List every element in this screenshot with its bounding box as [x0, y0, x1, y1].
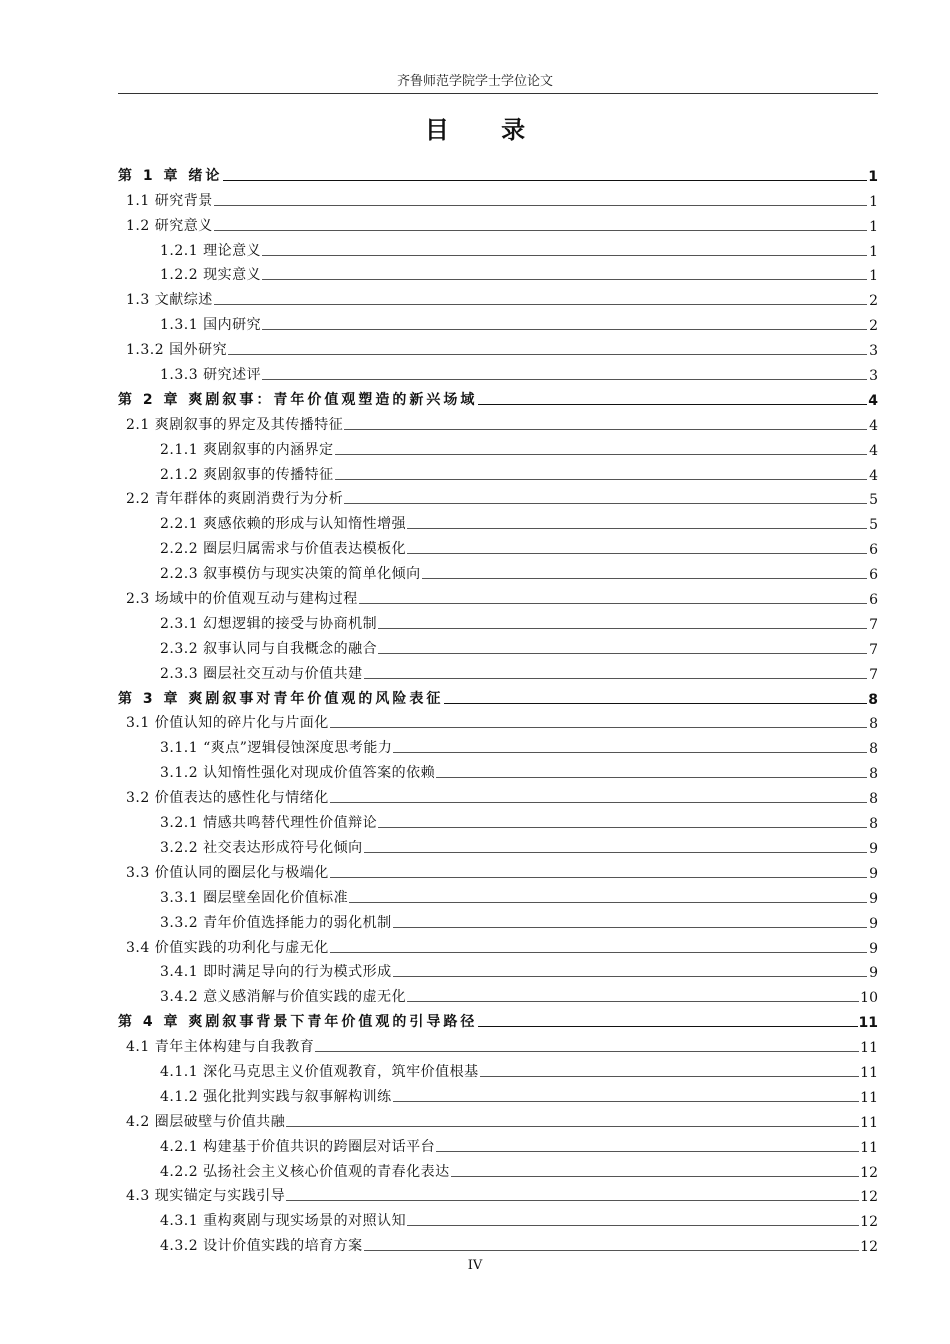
toc-entry-label: 2.2.1 爽感依赖的形成与认知惰性增强	[160, 516, 407, 533]
toc-entry[interactable]	[118, 1006, 878, 1031]
toc-entry-page: 8	[869, 741, 878, 758]
toc-leader-line	[344, 503, 867, 504]
toc-entry-page: 9	[869, 940, 878, 957]
toc-entry-label: 1.3.2 国外研究	[126, 342, 228, 359]
toc-entry[interactable]	[118, 782, 878, 807]
toc-entry-page: 8	[869, 766, 878, 783]
toc-entry-label: 第 3 章 爽剧叙事对青年价值观的风险表征	[118, 690, 444, 707]
toc-entry[interactable]	[118, 683, 878, 708]
toc-leader-line	[393, 1101, 860, 1102]
toc-entry-label: 4.1 青年主体构建与自我教育	[126, 1039, 315, 1056]
toc-entry-label: 3.3 价值认同的圈层化与极端化	[126, 864, 329, 881]
toc-entry-label: 2.3.1 幻想逻辑的接受与协商机制	[160, 615, 378, 632]
toc-leader-line	[407, 528, 867, 529]
toc-entry-label: 1.3.1 国内研究	[160, 317, 262, 334]
toc-entry-page: 5	[869, 517, 878, 534]
toc-entry[interactable]	[118, 185, 878, 210]
toc-entry[interactable]	[118, 459, 878, 484]
toc-entry-page: 2	[869, 293, 878, 310]
toc-entry[interactable]	[118, 608, 878, 633]
toc-leader-line	[335, 479, 867, 480]
toc-entry[interactable]	[118, 210, 878, 235]
toc-entry[interactable]	[118, 1230, 878, 1255]
toc-entry-label: 4.3.1 重构爽剧与现实场景的对照认知	[160, 1213, 407, 1230]
header-rule	[118, 93, 878, 94]
toc-leader-line	[214, 205, 867, 206]
toc-entry[interactable]	[118, 235, 878, 260]
toc-entry[interactable]	[118, 1106, 878, 1131]
toc-entry-page: 7	[869, 666, 878, 683]
toc-entry[interactable]	[118, 857, 878, 882]
toc-entry-page: 8	[869, 716, 878, 733]
toc-leader-line	[262, 379, 867, 380]
toc-entry-page: 11	[860, 1114, 878, 1131]
toc-entry[interactable]	[118, 633, 878, 658]
toc-leader-line	[378, 628, 867, 629]
toc-entry[interactable]	[118, 434, 878, 459]
toc-title: 目 录	[424, 116, 548, 144]
toc-entry-label: 第 4 章 爽剧叙事背景下青年价值观的引导路径	[118, 1014, 478, 1031]
toc-entry-label: 3.1 价值认知的碎片化与片面化	[126, 715, 329, 732]
toc-leader-line	[364, 852, 867, 853]
toc-entry[interactable]	[118, 1081, 878, 1106]
toc-entry[interactable]	[118, 1156, 878, 1181]
toc-leader-line	[315, 1051, 859, 1052]
toc-leader-line	[444, 703, 867, 704]
toc-entry-label: 4.3.2 设计价值实践的培育方案	[160, 1238, 363, 1255]
toc-entry-page: 4	[868, 392, 878, 409]
toc-leader-line	[393, 976, 867, 977]
toc-entry[interactable]	[118, 533, 878, 558]
toc-entry[interactable]	[118, 658, 878, 683]
toc-entry-page: 2	[869, 318, 878, 335]
toc-entry-label: 3.2.2 社交表达形成符号化倾向	[160, 839, 363, 856]
toc-leader-line	[335, 454, 867, 455]
toc-entry[interactable]	[118, 807, 878, 832]
toc-leader-line	[378, 653, 867, 654]
toc-leader-line	[330, 877, 867, 878]
toc-entry-page: 10	[860, 990, 878, 1007]
toc-entry-label: 2.3 场域中的价值观互动与建构过程	[126, 591, 358, 608]
page-number: IV	[467, 1258, 483, 1273]
toc-entry[interactable]	[118, 309, 878, 334]
toc-leader-line	[436, 1151, 859, 1152]
toc-entry-label: 4.2 圈层破壁与价值共融	[126, 1113, 286, 1130]
toc-leader-line	[393, 927, 867, 928]
toc-entry[interactable]	[118, 260, 878, 285]
toc-entry-label: 3.1.1 “爽点”逻辑侵蚀深度思考能力	[160, 740, 393, 757]
toc-entry-label: 1.3.3 研究述评	[160, 367, 262, 384]
toc-entry-label: 4.3 现实锚定与实践引导	[126, 1188, 286, 1205]
toc-entry-page: 7	[869, 641, 878, 658]
toc-leader-line	[344, 429, 867, 430]
toc-entry[interactable]	[118, 882, 878, 907]
toc-entry-page: 11	[860, 1089, 878, 1106]
toc-leader-line	[223, 180, 867, 181]
toc-entry-label: 第 1 章 绪论	[118, 167, 223, 184]
toc-entry-page: 11	[858, 1015, 878, 1032]
toc-leader-line	[359, 603, 867, 604]
toc-entry[interactable]	[118, 1031, 878, 1056]
toc-entry[interactable]	[118, 932, 878, 957]
toc-entry-page: 12	[860, 1189, 878, 1206]
toc-entry-page: 1	[869, 218, 878, 235]
toc-leader-line	[407, 1225, 859, 1226]
toc-entry-label: 3.2.1 情感共鸣替代理性价值辩论	[160, 815, 378, 832]
toc-entry-label: 3.3.2 青年价值选择能力的弱化机制	[160, 914, 392, 931]
toc-leader-line	[262, 255, 867, 256]
toc-entry[interactable]	[118, 907, 878, 932]
toc-entry-page: 8	[869, 816, 878, 833]
toc-entry[interactable]	[118, 757, 878, 782]
toc-leader-line	[214, 230, 867, 231]
toc-entry-page: 1	[868, 168, 878, 185]
toc-entry-page: 1	[869, 268, 878, 285]
toc-entry-label: 2.1.2 爽剧叙事的传播特征	[160, 466, 334, 483]
toc-leader-line	[330, 727, 867, 728]
toc-entry-label: 2.2.3 叙事模仿与现实决策的简单化倾向	[160, 566, 421, 583]
toc-entry-label: 1.2.2 现实意义	[160, 267, 262, 284]
toc-entry-page: 9	[869, 840, 878, 857]
toc-entry-label: 1.3 文献综述	[126, 292, 213, 309]
toc-entry[interactable]	[118, 284, 878, 309]
toc-entry-label: 3.1.2 认知惰性强化对现成价值答案的依赖	[160, 765, 436, 782]
toc-leader-line	[422, 578, 867, 579]
toc-leader-line	[228, 354, 867, 355]
toc-entry[interactable]	[118, 359, 878, 384]
toc-entry-label: 3.4 价值实践的功利化与虚无化	[126, 939, 329, 956]
toc-entry-label: 2.1 爽剧叙事的界定及其传播特征	[126, 416, 344, 433]
toc-entry-label: 4.2.2 弘扬社会主义核心价值观的青春化表达	[160, 1163, 450, 1180]
toc-entry-label: 4.2.1 构建基于价值共识的跨圈层对话平台	[160, 1138, 436, 1155]
toc-entry-page: 8	[869, 791, 878, 808]
toc-entry-label: 2.2 青年群体的爽剧消费行为分析	[126, 491, 344, 508]
toc-leader-line	[330, 952, 867, 953]
toc-entry[interactable]	[118, 832, 878, 857]
table-of-contents	[118, 160, 878, 1255]
toc-entry-page: 6	[869, 542, 878, 559]
toc-entry-page: 9	[869, 865, 878, 882]
toc-entry-label: 1.2.1 理论意义	[160, 242, 262, 259]
toc-entry-label: 3.4.1 即时满足导向的行为模式形成	[160, 964, 392, 981]
toc-entry-page: 11	[860, 1064, 878, 1081]
toc-entry-page: 3	[869, 368, 878, 385]
toc-entry[interactable]	[118, 708, 878, 733]
running-header: 齐鲁师范学院学士学位论文	[396, 74, 553, 89]
toc-entry-label: 3.3.1 圈层壁垒固化价值标准	[160, 889, 349, 906]
toc-entry-page: 12	[860, 1164, 878, 1181]
toc-entry[interactable]	[118, 160, 878, 185]
toc-entry[interactable]	[118, 334, 878, 359]
toc-entry-page: 11	[860, 1040, 878, 1057]
toc-leader-line	[262, 329, 867, 330]
toc-leader-line	[364, 1250, 860, 1251]
toc-leader-line	[407, 1001, 859, 1002]
toc-leader-line	[349, 902, 867, 903]
toc-leader-line	[436, 777, 867, 778]
toc-entry[interactable]	[118, 981, 878, 1006]
toc-entry-page: 5	[869, 492, 878, 509]
toc-entry[interactable]	[118, 583, 878, 608]
toc-entry-page: 4	[869, 417, 878, 434]
toc-leader-line	[407, 553, 867, 554]
toc-entry-label: 2.3.3 圈层社交互动与价值共建	[160, 665, 363, 682]
toc-leader-line	[214, 304, 867, 305]
toc-entry[interactable]	[118, 558, 878, 583]
toc-leader-line	[262, 279, 867, 280]
toc-entry[interactable]	[118, 508, 878, 533]
toc-entry-page: 4	[869, 442, 878, 459]
toc-leader-line	[286, 1200, 859, 1201]
toc-leader-line	[478, 1026, 857, 1027]
toc-entry[interactable]	[118, 1181, 878, 1206]
toc-entry-page: 9	[869, 915, 878, 932]
toc-entry-page: 1	[869, 193, 878, 210]
toc-entry-label: 1.1 研究背景	[126, 192, 213, 209]
toc-leader-line	[480, 1076, 860, 1077]
toc-entry[interactable]	[118, 957, 878, 982]
toc-entry[interactable]	[118, 1205, 878, 1230]
toc-entry-page: 7	[869, 616, 878, 633]
toc-entry-page: 12	[860, 1239, 878, 1256]
toc-leader-line	[478, 404, 867, 405]
toc-leader-line	[364, 678, 867, 679]
toc-entry-page: 11	[860, 1139, 878, 1156]
toc-entry-label: 2.1.1 爽剧叙事的内涵界定	[160, 441, 334, 458]
toc-entry-label: 4.1.1 深化马克思主义价值观教育，筑牢价值根基	[160, 1063, 479, 1080]
toc-entry[interactable]	[118, 484, 878, 509]
toc-leader-line	[393, 752, 867, 753]
toc-entry-page: 9	[869, 890, 878, 907]
toc-entry-label: 3.2 价值表达的感性化与情绪化	[126, 790, 329, 807]
toc-entry-page: 3	[869, 343, 878, 360]
toc-entry-page: 6	[869, 567, 878, 584]
toc-entry-label: 2.3.2 叙事认同与自我概念的融合	[160, 640, 378, 657]
toc-entry-page: 4	[869, 467, 878, 484]
toc-leader-line	[286, 1126, 859, 1127]
toc-entry-label: 1.2 研究意义	[126, 217, 213, 234]
toc-entry-page: 1	[869, 243, 878, 260]
toc-entry[interactable]	[118, 1056, 878, 1081]
toc-entry[interactable]	[118, 409, 878, 434]
toc-entry[interactable]	[118, 1131, 878, 1156]
toc-entry[interactable]	[118, 732, 878, 757]
toc-entry-page: 8	[868, 691, 878, 708]
toc-leader-line	[378, 827, 867, 828]
toc-entry-label: 2.2.2 圈层归属需求与价值表达模板化	[160, 541, 407, 558]
toc-entry-page: 6	[869, 592, 878, 609]
toc-entry[interactable]	[118, 384, 878, 409]
toc-entry-label: 4.1.2 强化批判实践与叙事解构训练	[160, 1088, 392, 1105]
toc-entry-label: 3.4.2 意义感消解与价值实践的虚无化	[160, 989, 407, 1006]
toc-entry-label: 第 2 章 爽剧叙事：青年价值观塑造的新兴场域	[118, 391, 478, 408]
toc-leader-line	[330, 802, 867, 803]
toc-entry-page: 12	[860, 1214, 878, 1231]
toc-leader-line	[451, 1176, 860, 1177]
toc-entry-page: 9	[869, 965, 878, 982]
